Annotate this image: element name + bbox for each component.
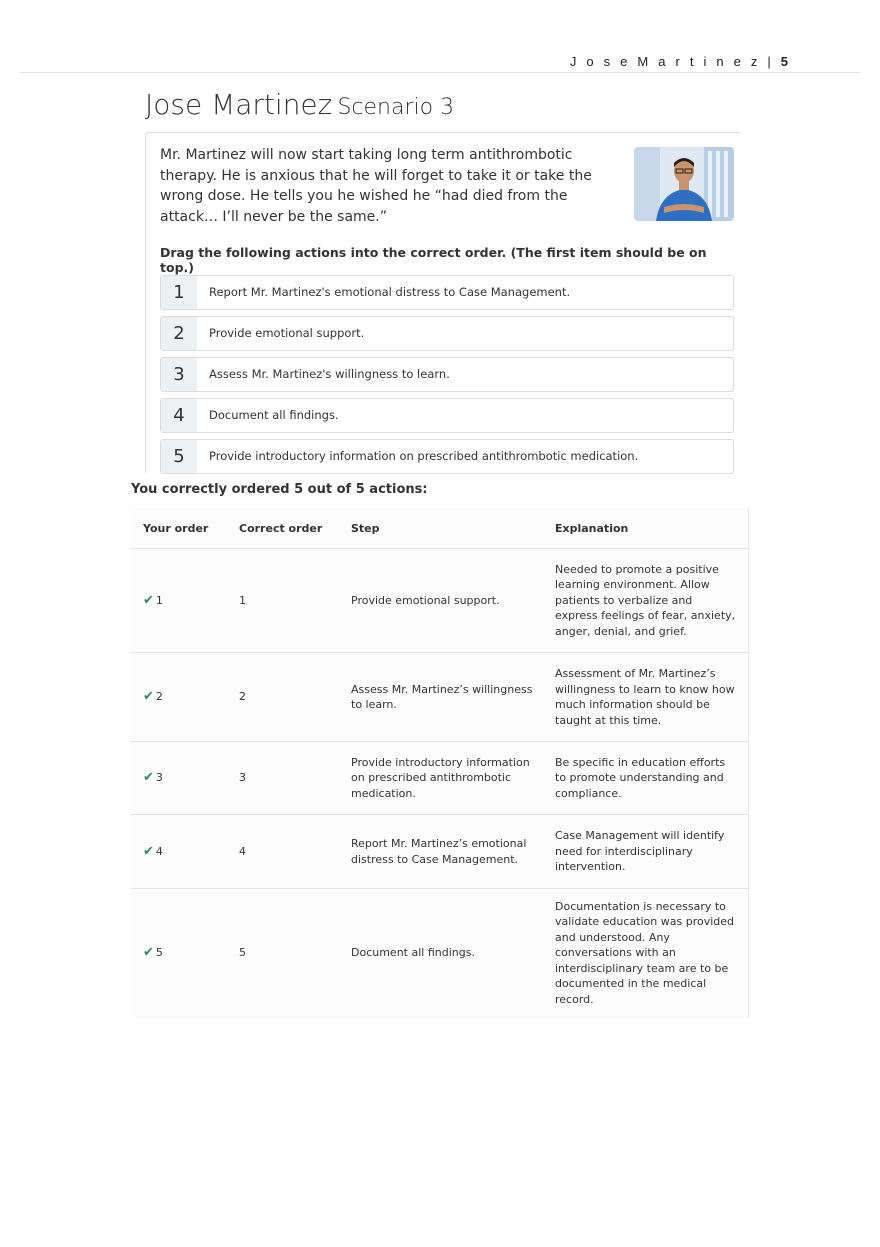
check-icon: ✔ [143, 945, 154, 960]
ordering-item[interactable] [160, 275, 734, 310]
correct-order-cell: 2 [227, 653, 339, 742]
table-row [131, 549, 748, 653]
explanation-cell: Needed to promote a positive learning environment. Allow patients to verbalize and express feelings of fear, anxiety, anger, denial, and grief. [543, 549, 748, 653]
results-screenshot [131, 508, 749, 1018]
patient-photo-image [634, 147, 734, 221]
scenario-title-name: Jose Martinez [145, 88, 333, 121]
page-header [570, 54, 788, 69]
ordering-list [160, 275, 734, 480]
explanation-cell: Be specific in education efforts to promote understanding and compliance. [543, 742, 748, 815]
ordering-item-number: 4 [161, 399, 197, 432]
ordering-item-text: Assess Mr. Martinez's willingness to learn. [209, 367, 450, 381]
results-header-row [131, 508, 748, 549]
ordering-item[interactable] [160, 357, 734, 392]
header-separator: | [767, 54, 774, 69]
table-row [131, 653, 748, 742]
step-cell: Document all findings. [351, 946, 475, 959]
your-order-cell [131, 653, 227, 742]
ordering-item[interactable] [160, 316, 734, 351]
correct-order-cell: 3 [227, 742, 339, 815]
step-cell: Report Mr. Martinez’s emotional distress to Case Management. [339, 815, 543, 889]
header-author: J o s e M a r t i n e z [569, 54, 761, 69]
column-header-your-order: Your order [131, 508, 227, 549]
explanation-cell: Assessment of Mr. Martinez’s willingness to learn to know how much information should be taught at this time. [543, 653, 748, 742]
your-order-value: 3 [155, 771, 163, 785]
check-icon: ✔ [143, 592, 154, 608]
correct-order-cell: 4 [227, 815, 339, 889]
scenario-title-suffix: Scenario 3 [337, 95, 455, 120]
your-order-value: 4 [155, 844, 163, 858]
step-cell: Assess Mr. Martinez’s willingness to learn. [339, 653, 543, 742]
explanation-cell: Case Management will identify need for interdisciplinary intervention. [543, 815, 748, 889]
table-row [131, 742, 748, 815]
check-icon: ✔ [143, 689, 154, 705]
your-order-value: 2 [155, 690, 163, 704]
page-number: 5 [780, 54, 788, 69]
your-order-cell [131, 549, 227, 653]
scenario-screenshot [130, 88, 740, 470]
ordering-item[interactable] [160, 398, 734, 433]
check-icon: ✔ [143, 843, 154, 859]
ordering-item-number: 3 [161, 358, 197, 391]
step-cell: Provide introductory information on prescribed antithrombotic medication. [339, 742, 543, 815]
header-rule [20, 72, 860, 73]
ordering-item-text: Provide emotional support. [209, 326, 365, 340]
patient-photo [634, 147, 734, 221]
check-icon: ✔ [143, 770, 154, 786]
your-order-cell [131, 742, 227, 815]
column-header-explanation: Explanation [543, 508, 748, 549]
ordering-item[interactable] [160, 439, 734, 474]
your-order-value: 1 [155, 593, 163, 607]
ordering-item-text: Document all findings. [209, 408, 339, 422]
correct-order-cell: 1 [227, 549, 339, 653]
scenario-description: Mr. Martinez will now start taking long term antithrombotic therapy. He is anxious that he will forget to take it or take the wrong dose. He tells you he wished he “had died from the attack… I’ll never be the same.” [160, 147, 592, 225]
ordering-item-text: Report Mr. Martinez's emotional distress to Case Management. [209, 285, 571, 299]
ordering-item-number: 1 [161, 276, 197, 309]
ordering-instruction: Drag the following actions into the correct order. (The first item should be on top.) [160, 245, 707, 275]
your-order-value: 5 [155, 946, 163, 959]
scenario-panel [145, 132, 740, 473]
explanation-cell: Documentation is necessary to validate education was provided and understood. Any conversations with an interdisciplinary team are to be documented in the medical record. [555, 899, 734, 1006]
ordering-item-number: 2 [161, 317, 197, 350]
results-heading: You correctly ordered 5 out of 5 actions: [131, 482, 428, 497]
results-table [131, 508, 748, 1017]
scenario-title [145, 88, 454, 121]
column-header-correct-order: Correct order [227, 508, 339, 549]
column-header-step: Step [339, 508, 543, 549]
ordering-item-number: 5 [161, 440, 197, 473]
correct-order-cell: 5 [239, 946, 246, 959]
table-row [131, 815, 748, 889]
your-order-cell [131, 815, 227, 889]
table-row [131, 889, 748, 1017]
your-order-cell [131, 889, 227, 1017]
ordering-item-text: Provide introductory information on prescribed antithrombotic medication. [209, 449, 639, 463]
step-cell: Provide emotional support. [339, 549, 543, 653]
